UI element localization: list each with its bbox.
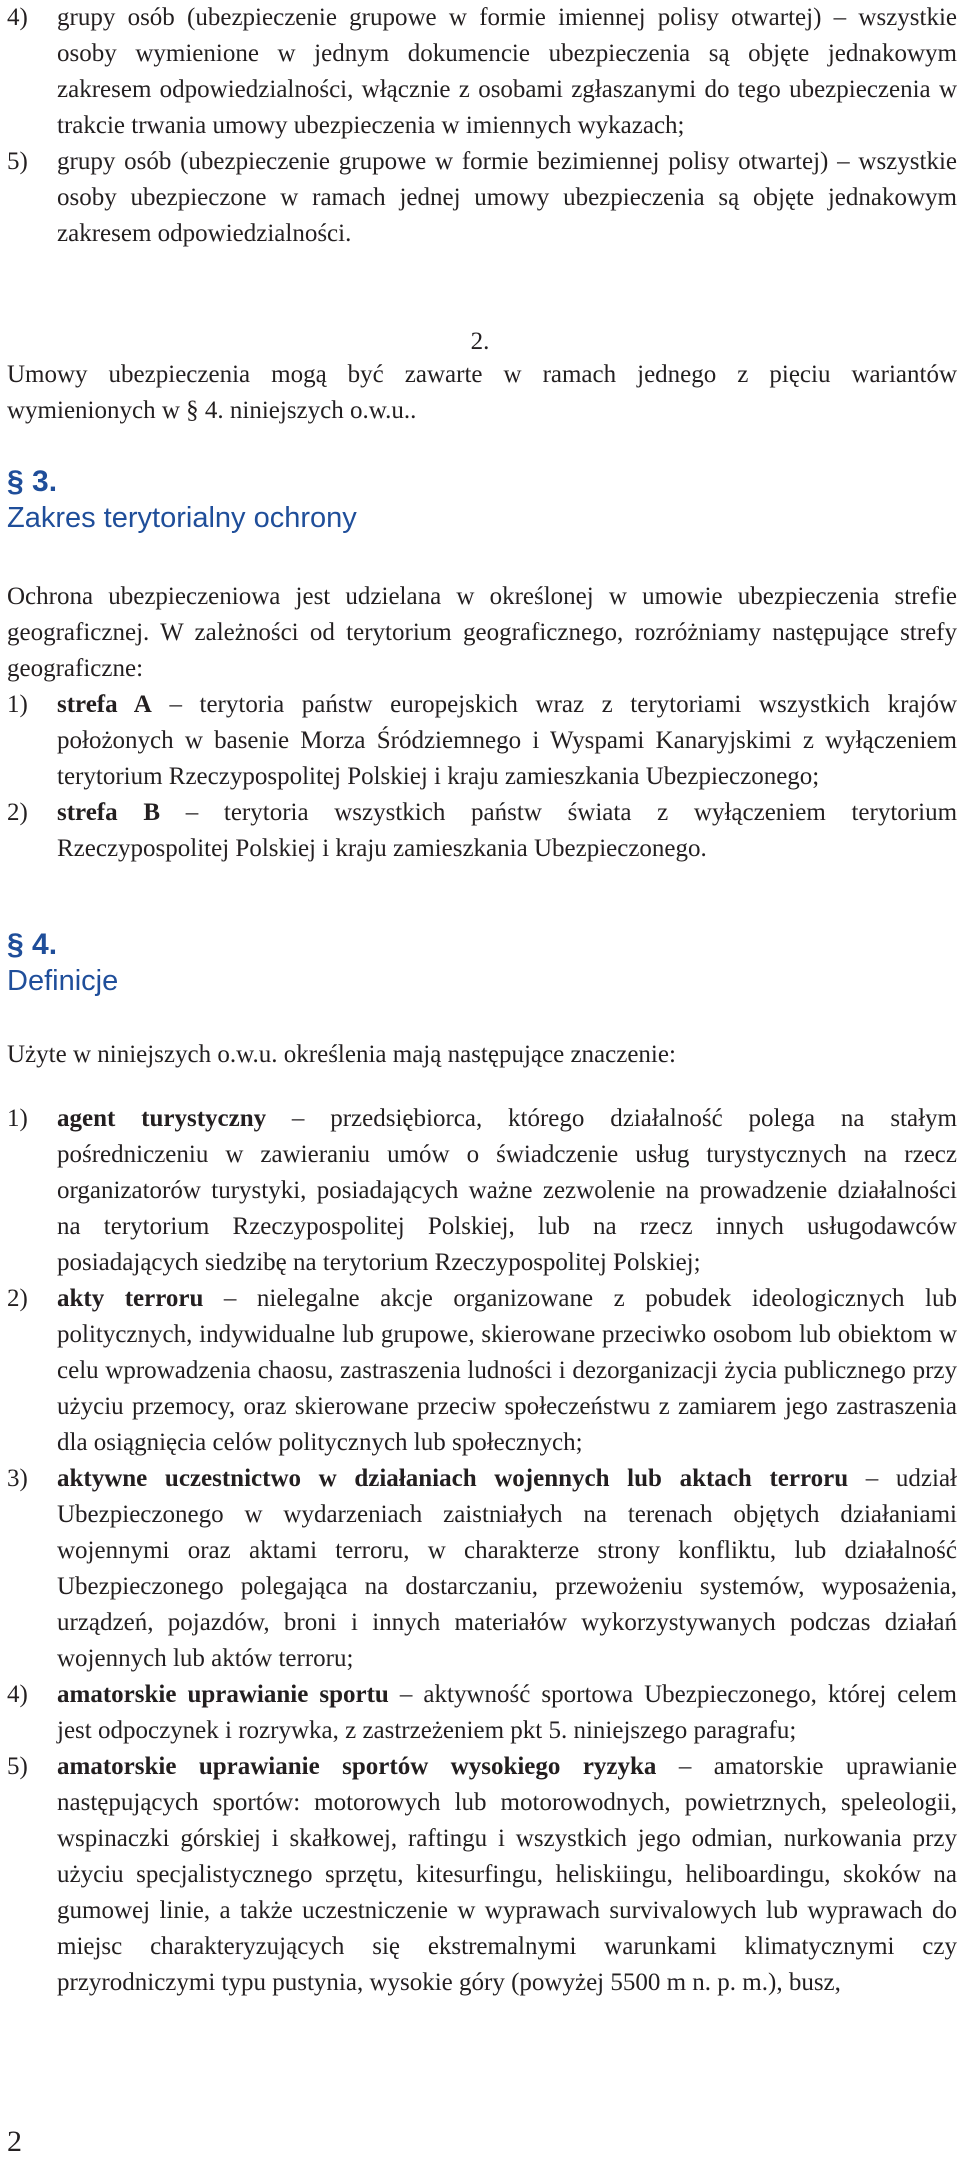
definition: – nielegalne akcje organizowane z pobudek ideologicznych lub politycznych, indywidualne lub grupowe, skierowane przeciwko osobom lub obiektom w celu wprowadzenia chaosu, zastraszenia ludności i dezorganizacji życia publicznego przy użyciu przemocy, oraz skierowane przeciw społeczeństwu z zamiarem jego zastraszenia dla osiągnięcia celów politycznych lub społecznych; (57, 1285, 957, 1456)
section-3-body (7, 579, 957, 867)
list-item (7, 1101, 957, 1281)
definition: – przedsiębiorca, którego działalność polega na stałym pośredniczeniu w zawieraniu umów o świadczenie usług turystycznych na rzecz organizatorów turystyki, posiadających ważne zezwolenie na prowadzenie działalności na terytorium Rzeczypospolitej Polskiej, lub na rzecz innych usługodawców posiadających siedzibę na terytorium Rzeczypospolitej Polskiej; (57, 1105, 957, 1276)
definition: – terytoria wszystkich państw świata z wyłączeniem terytorium Rzeczypospolitej Polskiej i kraju zamieszkania Ubezpieczonego. (57, 799, 958, 862)
list-item-text (57, 1101, 957, 1281)
list-item (7, 1677, 957, 1749)
list-item (7, 1461, 957, 1677)
list-item (7, 795, 957, 867)
list-item (7, 1749, 957, 2001)
list-item-text (57, 1281, 957, 1461)
list-item-number: 5) (7, 1753, 28, 1780)
section-4-number: § 4. (7, 928, 58, 961)
list-item-text: grupy osób (ubezpieczenie grupowe w formie imiennej polisy otwartej) – wszystkie osoby wymienione w jednym dokumencie ubezpieczenia są objęte jednakowym zakresem odpowiedzialności, włącznie z osobami zgłaszanymi do tego ubezpieczenia w trakcie trwania umowy ubezpieczenia w imiennych wykazach; (57, 4, 957, 139)
definition: – amatorskie uprawianie następujących sportów: motorowych lub motorowodnych, powietrznych, speleologii, wspinaczki górskiej i skałkowej, raftingu i wszystkich jego odmian, nurkowania przy użyciu specjalistycznego sprzętu, kitesurfingu, heliskiingu, heliboardingu, skoków na gumowej linie, a także uczestniczenie w wyprawach survivalowych lub wyprawach do miejsc charakteryzujących się ekstremalnymi warunkami klimatycznymi czy przyrodniczymi typu pustynia, wysokie góry (powyżej 5500 m n. p. m.), busz, (57, 1753, 957, 1996)
list-item-number: 1) (7, 1105, 28, 1132)
list-item-number: 3) (7, 1465, 28, 1492)
list-item-number: 4) (7, 4, 28, 31)
term: amatorskie uprawianie sportów wysokiego ryzyka (57, 1753, 657, 1780)
list-item (7, 1281, 957, 1461)
definition: – terytoria państw europejskich wraz z terytoriami wszystkich krajów położonych w basenie Morza Śródziemnego i Wyspami Kanaryjskimi z wyłączeniem terytorium Rzeczypospolitej Polskiej i kraju zamieszkania Ubezpieczonego; (57, 691, 958, 790)
list-item (7, 144, 957, 252)
definition: – udział Ubezpieczonego w wydarzeniach zaistniałych na terenach objętych działaniami wojennymi oraz aktami terroru, w charakterze strony konfliktu, lub działalność Ubezpieczonego polegająca na dostarczaniu, przewożeniu systemów, wyposażenia, urządzeń, pojazdów, broni i innych materiałów wykorzystywanych podczas działań wojennych lub aktów terroru; (57, 1465, 958, 1672)
term: strefa A (57, 691, 152, 718)
list-item-number: 1) (7, 691, 28, 718)
top-list (7, 0, 957, 252)
list-item-text (57, 1677, 957, 1749)
list-item (7, 687, 957, 795)
section-3-intro: Ochrona ubezpieczeniowa jest udzielana w określonej w umowie ubezpieczenia strefie geograficznej. W zależności od terytorium geograficznego, rozróżniamy następujące strefy geograficzne: (7, 583, 957, 682)
section-3-number: § 3. (7, 465, 58, 498)
list-item-number: 2) (7, 799, 28, 826)
paragraph-2-text (7, 357, 957, 429)
term: aktywne uczestnictwo w działaniach wojennych lub aktach terroru (57, 1465, 849, 1492)
paragraph-text: Umowy ubezpieczenia mogą być zawarte w ramach jednego z pięciu wariantów wymienionych w § 4. niniejszych o.w.u.. (7, 361, 957, 424)
page-number: 2 (7, 2125, 22, 2158)
list-item-text (57, 1749, 957, 2001)
list-item (7, 0, 957, 144)
list-item-text (57, 795, 957, 867)
section-3-title: Zakres terytorialny ochrony (7, 502, 357, 534)
list-item-number: 4) (7, 1681, 28, 1708)
term: amatorskie uprawianie sportu (57, 1681, 389, 1708)
list-item-number: 2) (7, 1285, 28, 1312)
term: agent turystyczny (57, 1105, 267, 1132)
list-item-text: grupy osób (ubezpieczenie grupowe w formie bezimiennej polisy otwartej) – wszystkie osoby ubezpieczone w ramach jednej umowy ubezpieczenia są objęte jednakowym zakresem odpowiedzialności. (57, 148, 957, 247)
section-4-intro-block (7, 1037, 957, 1073)
definitions-list (7, 1101, 957, 2001)
section-4-title: Definicje (7, 965, 119, 997)
section-4-intro: Użyte w niniejszych o.w.u. określenia mają następujące znaczenie: (7, 1041, 676, 1068)
list-item-text (57, 1461, 957, 1677)
list-item-number: 5) (7, 148, 28, 175)
definition: – aktywność sportowa Ubezpieczonego, której celem jest odpoczynek i rozrywka, z zastrzeżeniem pkt 5. niniejszego paragrafu; (57, 1681, 957, 1744)
paragraph-number: 2. (470, 328, 490, 355)
term: strefa B (57, 799, 160, 826)
term: akty terroru (57, 1285, 204, 1312)
list-item-text (57, 687, 957, 795)
